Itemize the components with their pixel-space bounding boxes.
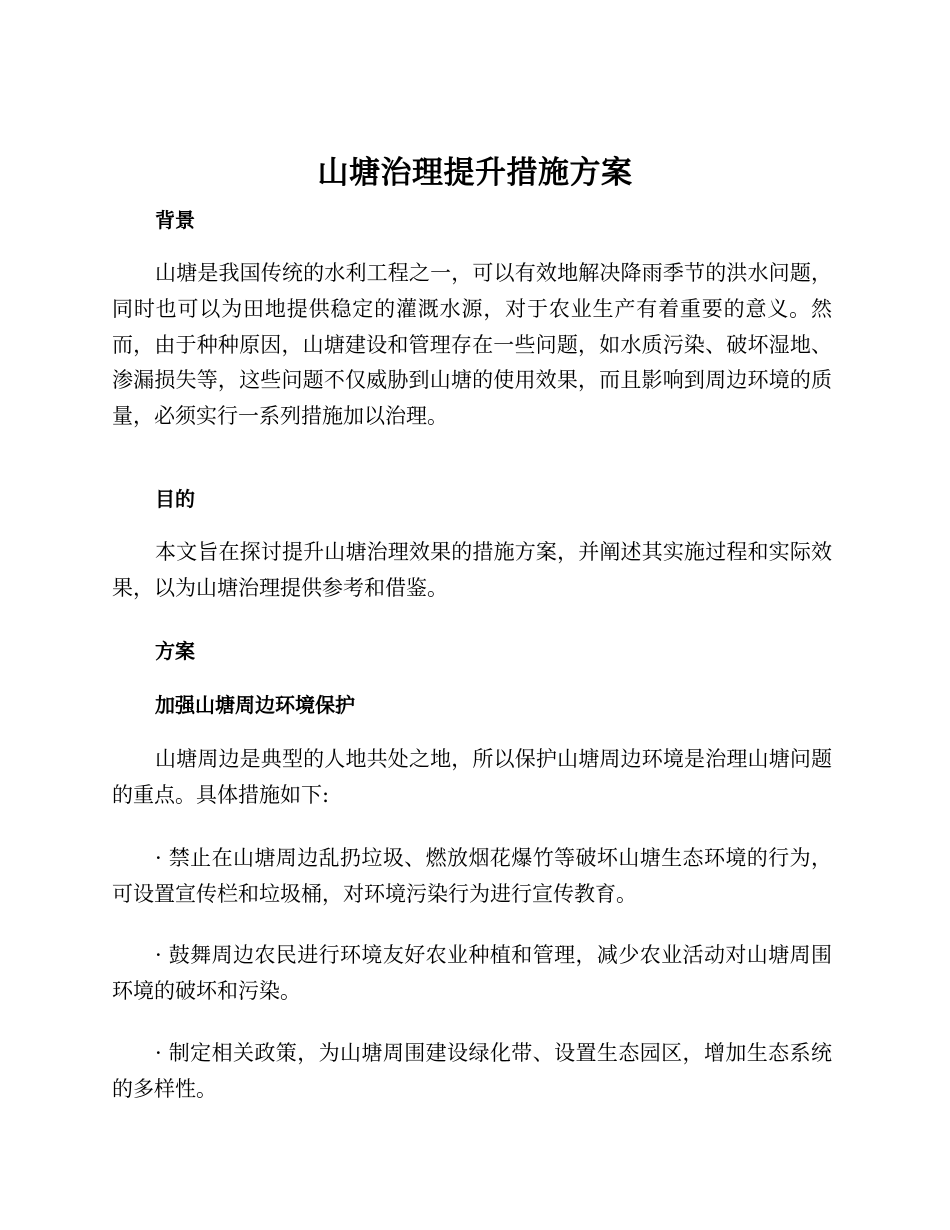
paragraph-purpose: 本文旨在探讨提升山塘治理效果的措施方案，并阐述其实施过程和实际效果，以为山塘治理提供参考和借鉴。 [112,540,832,600]
bullet-item: · 禁止在山塘周边乱扔垃圾、燃放烟花爆竹等破坏山塘生态环境的行为，可设置宣传栏和垃圾桶，对环境污染行为进行宣传教育。 [112,846,832,906]
paragraph-environment-intro: 山塘周边是典型的人地共处之地，所以保护山塘周边环境是治理山塘问题的重点。具体措施如下: [112,747,832,807]
paragraph-background: 山塘是我国传统的水利工程之一，可以有效地解决降雨季节的洪水问题，同时也可以为田地提供稳定的灌溉水源，对于农业生产有着重要的意义。然而，由于种种原因，山塘建设和管理存在一些问题，如水质污染、破坏湿地、渗漏损失等，这些问题不仅威胁到山塘的使用效果，而且影响到周边环境的质量，必须实行一系列措施加以治理。 [112,261,832,429]
section-heading-purpose: 目的 [155,487,195,511]
bullet-item: · 制定相关政策，为山塘周围建设绿化带、设置生态园区，增加生态系统的多样性。 [112,1041,832,1101]
document-title: 山塘治理提升措施方案 [317,155,633,191]
bullet-item: · 鼓舞周边农民进行环境友好农业种植和管理，减少农业活动对山塘周围环境的破坏和污染。 [112,943,832,1003]
subsection-heading-environment: 加强山塘周边环境保护 [155,693,355,717]
section-heading-plan: 方案 [155,639,195,663]
section-heading-background: 背景 [155,208,195,232]
